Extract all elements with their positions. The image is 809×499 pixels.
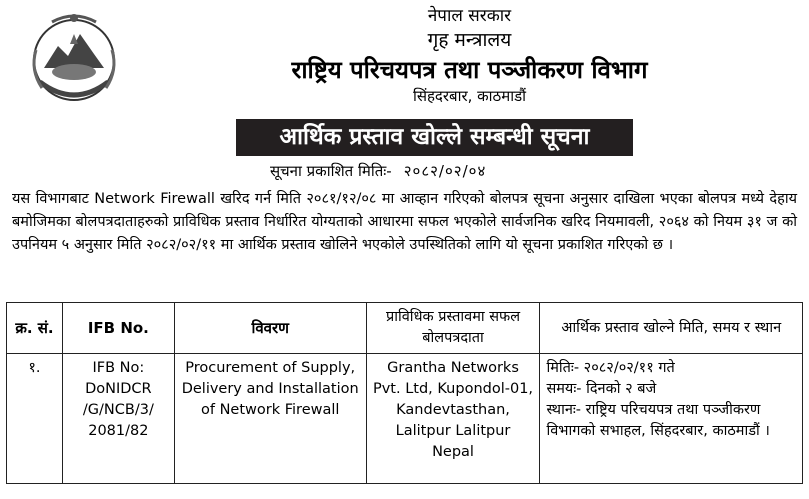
header-ministry: गृह मन्त्रालय [427,29,512,52]
bid-opening-table [6,302,803,484]
header-country: नेपाल सरकार [427,6,512,26]
opening-place: स्थानः- राष्ट्रिय परिचयपत्र तथा पञ्जीकरण विभागको सभाहल, सिंहदरबार, काठमाडौं । [546,402,770,439]
opening-time: समयः- दिनको २ बजे [546,381,657,397]
opening-date: मितिः- २०८२/०२/११ गते [546,360,675,376]
col-header-opening: आर्थिक प्रस्ताव खोल्ने मिति, समय र स्थान [540,303,803,354]
header-address: सिंहदरबार, काठमाडौं [412,87,527,105]
cell-bidder: Grantha Networks Pvt. Ltd, Kupondol-01, Kandevtasthan, Lalitpur Lalitpur Nepal [366,354,540,484]
header [130,6,809,106]
cell-opening [540,354,803,484]
col-header-bidder: प्राविधिक प्रस्तावमा सफल बोलपत्रदाता [366,303,540,354]
cell-sn: १. [7,354,63,484]
table-header-row [7,303,803,354]
col-header-sn: क्र. सं. [7,303,63,354]
publication-date [270,161,486,181]
cell-description: Procurement of Supply, Delivery and Installation of Network Firewall [174,354,366,484]
notice-body: यस विभागबाट Network Firewall खरिद गर्न मिति २०८१/१२/०८ मा आव्हान गरिएको बोलपत्र सूचना अनुसार दाखिला भएका बोलपत्र मध्ये देहाय बमोजिमका बोलपत्रदाताहरुको प्राविधिक प्रस्ताव निर्धारित योग्यताको आधारमा सफल भएकोले सार्वजनिक खरिद नियमावली, २०६४ को नियम ३१ ज को उपनियम ५ अनुसार मिति २०८२/०२/११ मा आर्थिक प्रस्ताव खोलिने भएकोले उपस्थितिको लागि यो सूचना प्रकाशित गरिएको छ । [12,191,797,253]
cell-ifb: IFB No: DoNIDCR /G/NCB/3/ 2081/82 [62,354,174,484]
col-header-ifb: IFB No. [62,303,174,354]
notice-title-banner: आर्थिक प्रस्ताव खोल्ले सम्बन्धी सूचना [236,119,633,156]
publication-label: सूचना प्रकाशित मितिः- [270,162,392,180]
publication-date-value: २०८२/०२/०४ [403,162,487,180]
nepal-government-emblem [22,10,126,106]
col-header-description: विवरण [174,303,366,354]
header-department: राष्ट्रिय परिचयपत्र तथा पञ्जीकरण विभाग [291,56,648,84]
table-row [7,354,803,484]
